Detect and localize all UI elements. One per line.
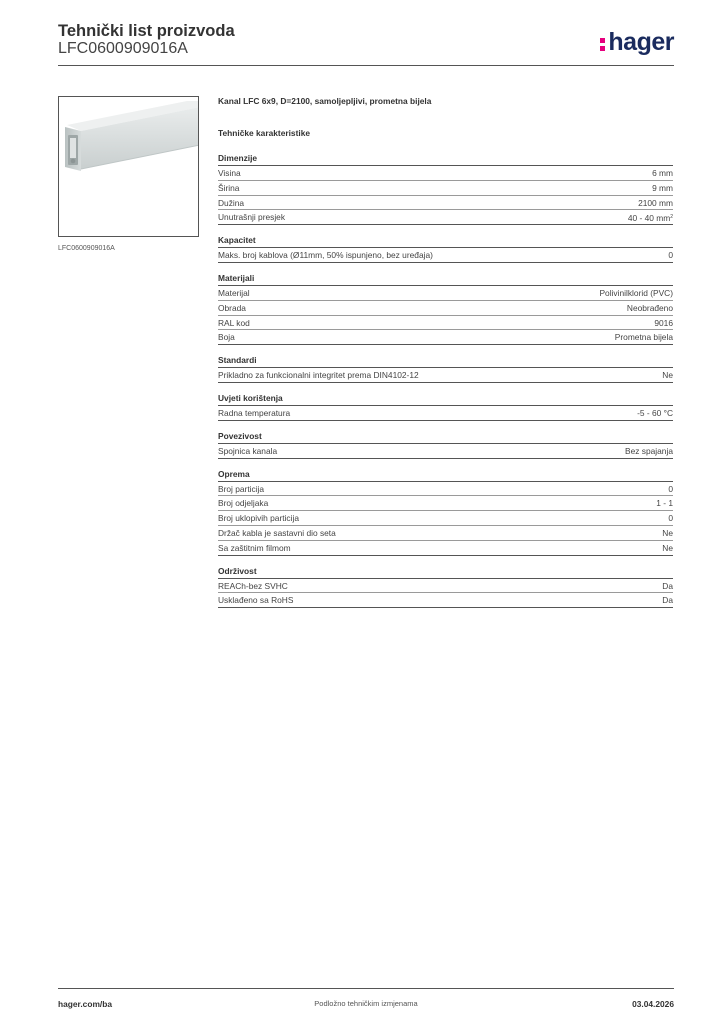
- table-row: [218, 511, 673, 526]
- table-row: [218, 166, 673, 181]
- row-label: Radna temperatura: [218, 407, 291, 418]
- row-value: Ne: [662, 542, 673, 553]
- section-oprema: [218, 469, 673, 556]
- row-value: Ne: [662, 370, 673, 381]
- section-dimenzije: [218, 153, 673, 225]
- section-title: Materijali: [218, 273, 673, 286]
- row-label: Materijal: [218, 287, 250, 298]
- table-row: [218, 368, 673, 383]
- row-value: Polivinilklorid (PVC): [599, 287, 673, 298]
- table-row: [218, 330, 673, 345]
- specification-panel: [218, 96, 673, 608]
- image-caption: LFC0600909016A: [58, 245, 115, 252]
- row-value: Bez spajanja: [625, 445, 673, 456]
- table-row: [218, 482, 673, 497]
- table-row: [218, 196, 673, 211]
- section-kapacitet: [218, 235, 673, 263]
- table-row: [218, 301, 673, 316]
- row-value: 2100 mm: [638, 197, 673, 208]
- superscript: 2: [670, 214, 673, 221]
- row-value: Ne: [662, 527, 673, 538]
- section-title: Povezivost: [218, 431, 673, 444]
- section-materijali: [218, 273, 673, 345]
- product-title: Kanal LFC 6x9, D=2100, samoljepljivi, prometna bijela: [218, 96, 432, 106]
- row-label: Sa zaštitnim filmom: [218, 542, 291, 553]
- section-standardi: [218, 355, 673, 383]
- row-label: Držač kabla je sastavni dio seta: [218, 527, 336, 538]
- website-link[interactable]: hager.com/ba: [58, 999, 112, 1009]
- row-value: 40 - 40 $mm^2$: [627, 213, 673, 224]
- table-row: [218, 593, 673, 608]
- row-value: Neobrađeno: [626, 302, 673, 313]
- hager-logo[interactable]: [600, 28, 674, 57]
- document-date: 03.04.2026: [632, 999, 674, 1009]
- table-row: [218, 210, 673, 225]
- logo-text: hager: [608, 28, 674, 56]
- row-label: REACh-bez SVHC: [218, 580, 288, 591]
- row-label: Širina: [218, 182, 240, 193]
- table-row: [218, 541, 673, 556]
- table-row: [218, 579, 673, 594]
- row-label: Visina: [218, 168, 241, 178]
- table-row: [218, 444, 673, 459]
- section-povezivost: [218, 431, 673, 459]
- section-title: Oprema: [218, 469, 673, 482]
- row-label: Dužina: [218, 197, 245, 208]
- product-code: LFC0600909016A: [58, 40, 188, 57]
- row-label: Maks. broj kablova (Ø11mm, 50% ispunjeno, bez uređaja): [218, 250, 433, 261]
- row-value: 0: [668, 483, 673, 494]
- table-row: [218, 496, 673, 511]
- row-label: Prikladno za funkcionalni integritet prema DIN4102-12: [218, 370, 419, 381]
- disclaimer-text: Podložno tehničkim izmjenama: [314, 999, 418, 1008]
- row-value: 9016: [654, 317, 673, 328]
- row-label: Unutrašnji presjek: [218, 212, 286, 223]
- section-title: Dimenzije: [218, 153, 673, 166]
- row-value: Da: [662, 595, 673, 606]
- section-odrzivost: [218, 566, 673, 609]
- row-value: Prometna bijela: [614, 332, 673, 343]
- row-label: RAL kod: [218, 317, 250, 328]
- table-row: [218, 181, 673, 196]
- section-title: Uvjeti korištenja: [218, 393, 673, 406]
- table-row: [218, 526, 673, 541]
- section-title: Kapacitet: [218, 235, 673, 248]
- page-footer: [58, 988, 674, 1018]
- row-label: Boja: [218, 332, 235, 343]
- row-value: 9 mm: [652, 182, 673, 193]
- table-row: [218, 248, 673, 263]
- row-label: Spojnica kanala: [218, 445, 278, 456]
- section-title: Održivost: [218, 566, 673, 579]
- spec-heading: Tehničke karakteristike: [218, 128, 311, 138]
- logo-dots-icon: [600, 36, 605, 51]
- row-value: 0: [668, 250, 673, 261]
- row-value: -5 - 60 °C: [637, 407, 673, 418]
- table-row: [218, 286, 673, 301]
- cable-duct-image: [59, 97, 199, 237]
- row-label: Usklađeno sa RoHS: [218, 595, 294, 606]
- section-uvjeti-koristenja: [218, 393, 673, 421]
- row-value: 6 mm: [652, 168, 673, 178]
- section-title: Standardi: [218, 355, 673, 368]
- row-label: Broj uklopivih particija: [218, 513, 299, 524]
- row-label: Broj particija: [218, 483, 265, 494]
- table-row: [218, 316, 673, 331]
- row-value: 0: [668, 513, 673, 524]
- row-label: Broj odjeljaka: [218, 498, 269, 509]
- table-row: [218, 406, 673, 421]
- page-header: [58, 20, 674, 66]
- row-label: Obrada: [218, 302, 246, 313]
- product-image: [58, 96, 199, 237]
- row-value: Da: [662, 580, 673, 591]
- document-title: Tehnički list proizvoda: [58, 22, 235, 40]
- row-value: 1 - 1: [656, 498, 673, 509]
